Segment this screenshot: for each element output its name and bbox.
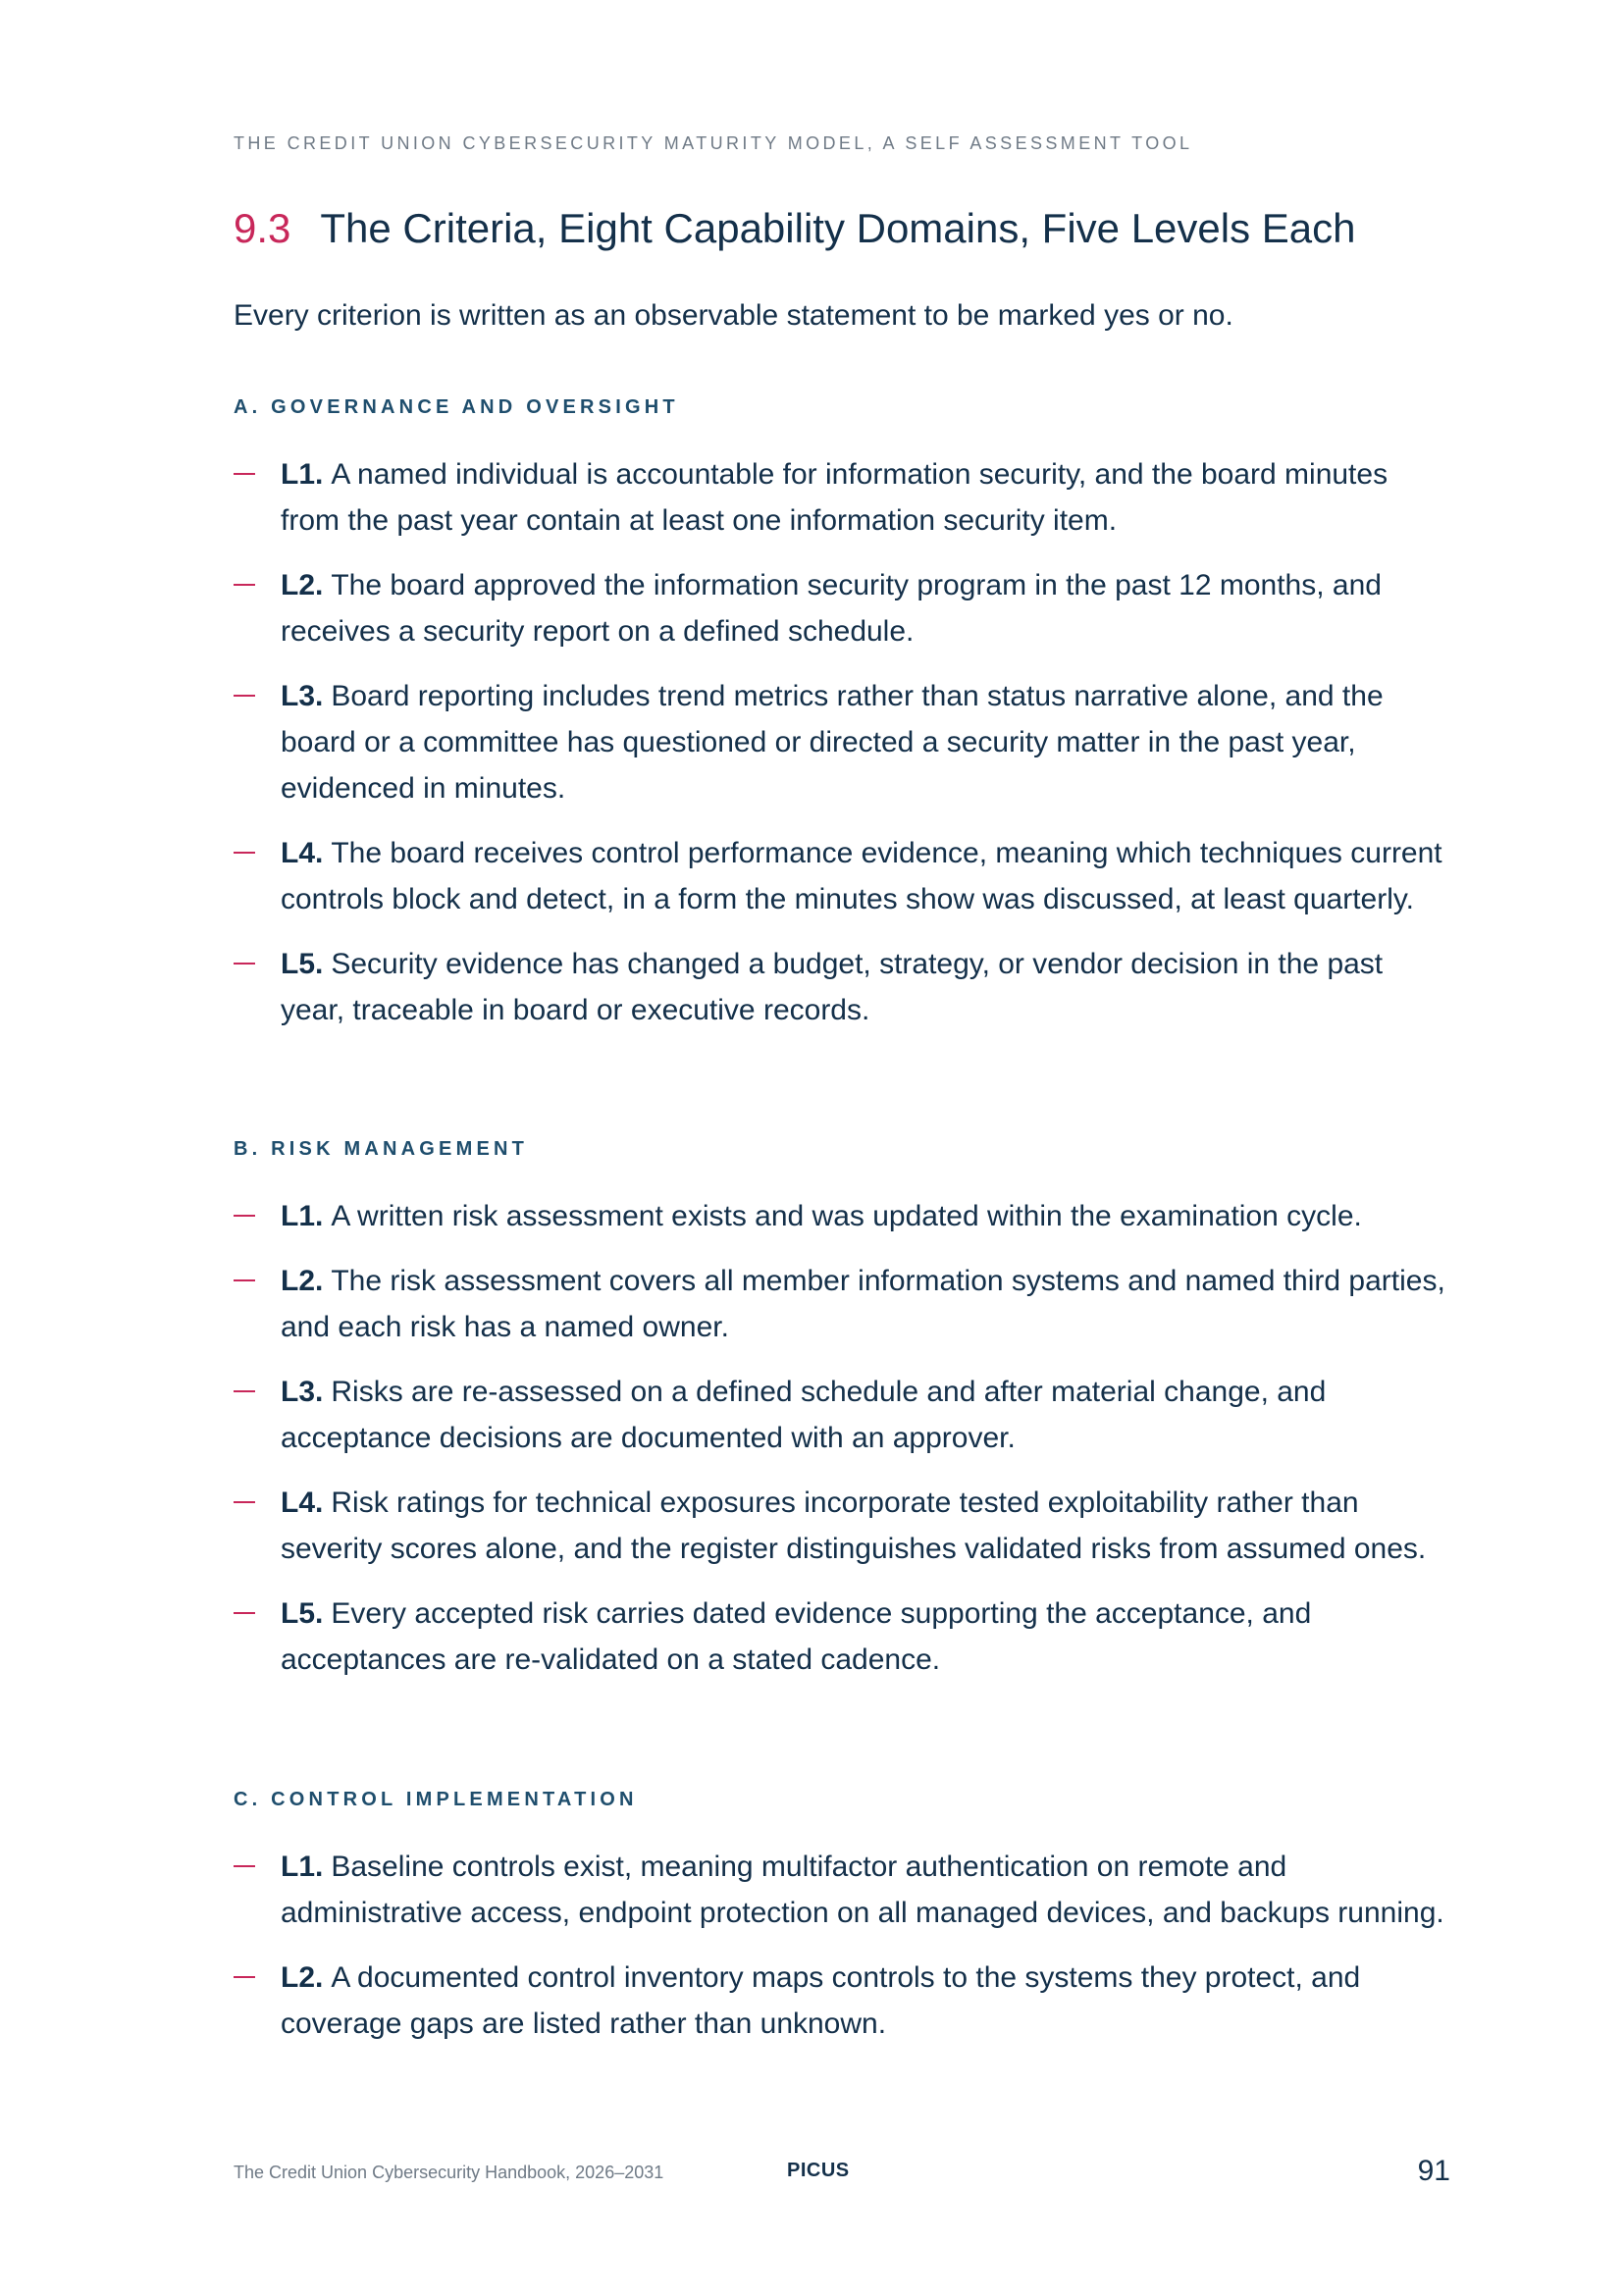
criterion-level: L5. bbox=[281, 948, 324, 980]
dash-bullet-icon bbox=[234, 695, 255, 697]
criterion-item bbox=[234, 1591, 1450, 1683]
criterion-text: Every accepted risk carries dated evidence supporting the acceptance, and acceptances are re-validated on a stated cadence. bbox=[281, 1597, 1312, 1676]
criterion-item bbox=[234, 941, 1450, 1033]
criterion-item bbox=[234, 1193, 1450, 1239]
criterion-level: L4. bbox=[281, 1487, 324, 1519]
criterion-text: A written risk assessment exists and was updated within the examination cycle. bbox=[331, 1200, 1362, 1232]
criterion-text: Risks are re-assessed on a defined schedule and after material change, and acceptance decisions are documented with an approver. bbox=[281, 1376, 1327, 1454]
criterion-text: A named individual is accountable for information security, and the board minutes from the past year contain at least one information security item. bbox=[281, 458, 1388, 537]
section-number: 9.3 bbox=[234, 205, 291, 251]
dash-bullet-icon bbox=[234, 1279, 255, 1281]
criterion-level: L1. bbox=[281, 1200, 324, 1232]
criterion-text: Board reporting includes trend metrics rather than status narrative alone, and the board or a committee has questioned or directed a security matter in the past year, evidenced in minutes. bbox=[281, 680, 1384, 805]
section-title bbox=[234, 201, 1356, 256]
criterion-item bbox=[234, 1480, 1450, 1572]
dash-bullet-icon bbox=[234, 1865, 255, 1867]
criteria-list-risk-management bbox=[234, 1193, 1450, 1701]
criterion-level: L2. bbox=[281, 1265, 324, 1297]
criterion-level: L3. bbox=[281, 680, 324, 712]
page-number: 91 bbox=[1417, 2155, 1450, 2187]
criterion-item bbox=[234, 1955, 1450, 2047]
criterion-item bbox=[234, 562, 1450, 654]
criterion-text: The risk assessment covers all member information systems and named third parties, and each risk has a named owner. bbox=[281, 1265, 1445, 1343]
dash-bullet-icon bbox=[234, 1612, 255, 1614]
criterion-level: L4. bbox=[281, 837, 324, 869]
picus-logo: PICUS bbox=[787, 2160, 850, 2181]
footer-publication-title: The Credit Union Cybersecurity Handbook, 2026–2031 bbox=[234, 2163, 664, 2182]
criterion-level: L2. bbox=[281, 1961, 324, 1994]
criterion-text: Risk ratings for technical exposures incorporate tested exploitability rather than severity scores alone, and the register distinguishes validated risks from assumed ones. bbox=[281, 1487, 1427, 1565]
dash-bullet-icon bbox=[234, 852, 255, 854]
criterion-level: L5. bbox=[281, 1597, 324, 1630]
criterion-level: L2. bbox=[281, 569, 324, 601]
dash-bullet-icon bbox=[234, 1976, 255, 1978]
criteria-list-control-implementation bbox=[234, 1844, 1450, 2065]
criterion-level: L1. bbox=[281, 458, 324, 491]
domain-heading-control-implementation: C. CONTROL IMPLEMENTATION bbox=[234, 1789, 638, 1810]
dash-bullet-icon bbox=[234, 473, 255, 475]
running-head: THE CREDIT UNION CYBERSECURITY MATURITY MODEL, A SELF ASSESSMENT TOOL bbox=[234, 133, 1193, 153]
criterion-item bbox=[234, 830, 1450, 922]
criterion-item bbox=[234, 1369, 1450, 1461]
criterion-text: Baseline controls exist, meaning multifactor authentication on remote and administrative access, endpoint protection on all managed devices, and backups running. bbox=[281, 1851, 1444, 1929]
dash-bullet-icon bbox=[234, 1501, 255, 1503]
criterion-level: L1. bbox=[281, 1851, 324, 1883]
domain-heading-governance: A. GOVERNANCE AND OVERSIGHT bbox=[234, 396, 679, 418]
criterion-text: Security evidence has changed a budget, strategy, or vendor decision in the past year, traceable in board or executive records. bbox=[281, 948, 1384, 1026]
dash-bullet-icon bbox=[234, 963, 255, 965]
criterion-level: L3. bbox=[281, 1376, 324, 1408]
criterion-item bbox=[234, 1258, 1450, 1350]
criterion-item bbox=[234, 1844, 1450, 1936]
criterion-text: The board approved the information security program in the past 12 months, and receives a security report on a defined schedule. bbox=[281, 569, 1382, 648]
criterion-text: The board receives control performance evidence, meaning which techniques current controls block and detect, in a form the minutes show was discussed, at least quarterly. bbox=[281, 837, 1442, 915]
dash-bullet-icon bbox=[234, 584, 255, 586]
dash-bullet-icon bbox=[234, 1390, 255, 1392]
domain-heading-risk-management: B. RISK MANAGEMENT bbox=[234, 1138, 529, 1160]
intro-paragraph: Every criterion is written as an observable statement to be marked yes or no. bbox=[234, 299, 1233, 332]
criterion-item bbox=[234, 451, 1450, 544]
section-title-text: The Criteria, Eight Capability Domains, Five Levels Each bbox=[320, 205, 1356, 251]
criterion-item bbox=[234, 673, 1450, 811]
criterion-text: A documented control inventory maps controls to the systems they protect, and coverage gaps are listed rather than unknown. bbox=[281, 1961, 1361, 2040]
dash-bullet-icon bbox=[234, 1215, 255, 1217]
criteria-list-governance bbox=[234, 451, 1450, 1052]
